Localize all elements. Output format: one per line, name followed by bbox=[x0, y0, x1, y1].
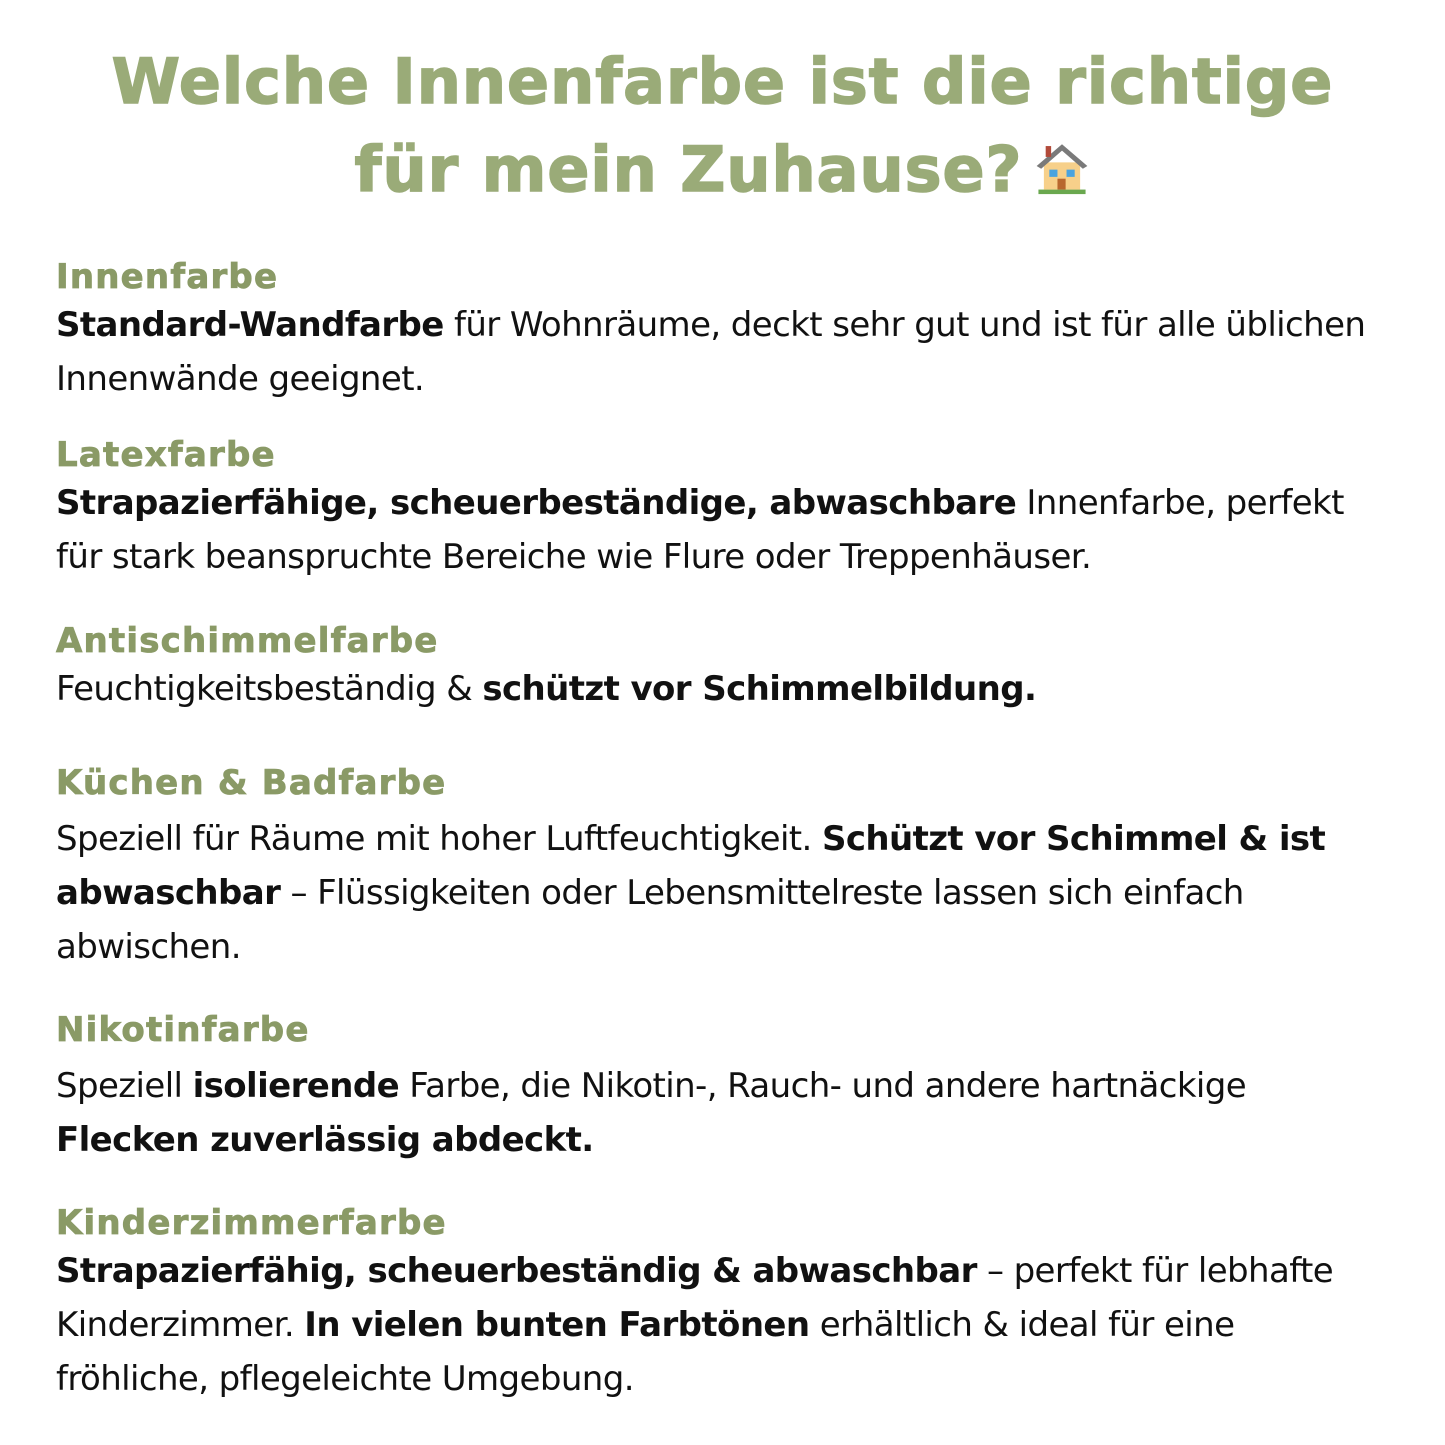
emphasis-text: Flecken zuverlässig abdeckt. bbox=[56, 1120, 594, 1160]
body-text: für Wohnräume, deckt sehr gut und ist für alle üblichen Innenwände geeignet. bbox=[56, 305, 1366, 399]
body-text: – perfekt für lebhafte Kinderzimmer. bbox=[56, 1251, 1334, 1345]
house-icon bbox=[1033, 137, 1091, 195]
section-description bbox=[56, 662, 1396, 716]
body-text: – Flüssigkeiten oder Lebensmittelreste lassen sich einfach abwischen. bbox=[56, 873, 1244, 967]
body-text: erhältlich & ideal für eine fröhliche, pflegeleichte Umgebung. bbox=[56, 1305, 1235, 1399]
emphasis-text: In vielen bunten Farbtönen bbox=[304, 1305, 810, 1345]
section-kuechen-badfarbe bbox=[56, 762, 1396, 974]
page-title-line-2: für mein Zuhause? bbox=[354, 133, 1023, 206]
body-text: Speziell bbox=[56, 1066, 193, 1106]
page-title bbox=[0, 38, 1445, 214]
section-innenfarbe bbox=[56, 256, 1396, 406]
section-heading: Kinderzimmerfarbe bbox=[56, 1203, 447, 1243]
section-heading: Antischimmelfarbe bbox=[56, 621, 439, 661]
page-title-line-1: Welche Innenfarbe ist die richtige bbox=[111, 45, 1334, 118]
emphasis-text: Schützt vor Schimmel & ist abwaschbar bbox=[56, 819, 1326, 913]
section-heading: Nikotinfarbe bbox=[56, 1010, 310, 1050]
section-description bbox=[56, 1059, 1396, 1167]
section-heading: Innenfarbe bbox=[56, 257, 279, 297]
section-heading: Latexfarbe bbox=[56, 435, 276, 475]
emphasis-text: isolierende bbox=[192, 1066, 400, 1106]
emphasis-text: Strapazierfähig, scheuerbeständig & abwaschbar bbox=[56, 1251, 977, 1291]
body-text: Speziell für Räume mit hoher Luftfeuchtigkeit. bbox=[56, 819, 822, 859]
section-heading: Küchen & Badfarbe bbox=[56, 763, 447, 803]
emphasis-text: Standard-Wandfarbe bbox=[56, 305, 444, 345]
emphasis-text: Strapazierfähige, scheuerbeständige, abwaschbare bbox=[56, 483, 1017, 523]
body-text: Farbe, die Nikotin-, Rauch- und andere hartnäckige bbox=[399, 1066, 1247, 1106]
section-nikotinfarbe bbox=[56, 1009, 1396, 1167]
emphasis-text: schützt vor Schimmelbildung. bbox=[482, 669, 1037, 709]
section-description bbox=[56, 298, 1396, 406]
section-kinderzimmerfarbe bbox=[56, 1202, 1396, 1406]
section-latexfarbe bbox=[56, 434, 1396, 584]
section-description bbox=[56, 1244, 1396, 1406]
section-antischimmelfarbe bbox=[56, 620, 1396, 716]
body-text: Feuchtigkeitsbeständig & bbox=[56, 669, 483, 709]
section-description bbox=[56, 476, 1396, 584]
page-title-line-2-wrapper bbox=[0, 126, 1445, 214]
section-description bbox=[56, 812, 1396, 974]
body-text: Innenfarbe, perfekt für stark beanspruchte Bereiche wie Flure oder Treppenhäuser. bbox=[56, 483, 1344, 577]
